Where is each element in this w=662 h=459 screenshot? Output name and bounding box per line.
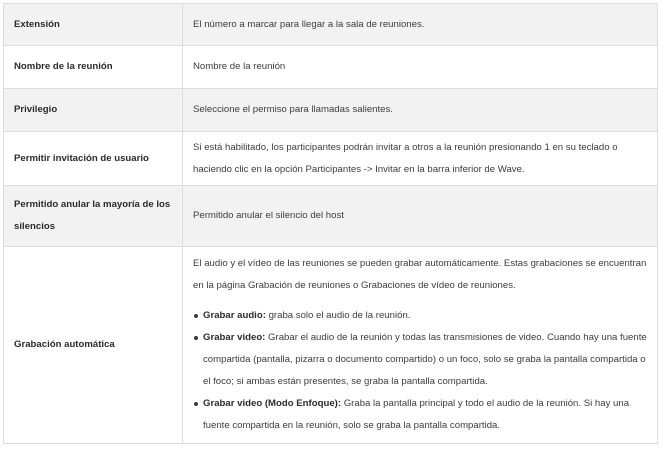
row-value-extension: El número a marcar para llegar a la sala de reuniones. (183, 4, 658, 46)
row-label-unmute: Permitido anular la mayoría de los silencios (4, 186, 183, 247)
row-value-meeting-name: Nombre de la reunión (183, 46, 658, 89)
row-value-privilege: Seleccione el permiso para llamadas salientes. (183, 89, 658, 132)
row-label-auto-recording: Grabación automática (4, 247, 183, 444)
auto-recording-intro: El audio y el vídeo de las reuniones se pueden grabar automáticamente. Estas grabaciones se encuentran en la página Grabación de reuniones o Grabaciones de vídeo de reuniones. (193, 258, 647, 291)
bullet-term: Grabar audio: (203, 310, 266, 321)
row-value-unmute: Permitido anular el silencio del host (183, 186, 658, 247)
recording-options-list (193, 305, 647, 437)
row-label-privilege: Privilegio (4, 89, 183, 132)
list-item-record-audio (193, 305, 647, 327)
table-row-extension (4, 4, 658, 46)
row-value-auto-recording (183, 247, 658, 444)
table-row-user-invite (4, 132, 658, 186)
table-row-meeting-name (4, 46, 658, 89)
table-row-auto-recording (4, 247, 658, 444)
bullet-term: Grabar video (Modo Enfoque): (203, 398, 342, 409)
settings-table-container (3, 3, 658, 444)
row-label-user-invite: Permitir invitación de usuario (4, 132, 183, 186)
table-row-unmute (4, 186, 658, 247)
bullet-term: Grabar video: (203, 332, 266, 343)
bullet-text: Graba la pantalla principal y todo el audio de la reunión. Si hay una fuente compartida en la reunión, solo se graba la pantalla compartida. (203, 398, 630, 431)
row-label-extension: Extensión (4, 4, 183, 46)
table-row-privilege (4, 89, 658, 132)
row-label-meeting-name: Nombre de la reunión (4, 46, 183, 89)
list-item-record-video (193, 327, 647, 393)
row-value-user-invite: Si está habilitado, los participantes podrán invitar a otros a la reunión presionando 1 en su teclado o haciendo clic en la opción Participantes -> Invitar en la barra inferior de Wave. (183, 132, 658, 186)
list-item-record-video-focus (193, 393, 647, 437)
settings-table (3, 3, 658, 444)
bullet-text: graba solo el audio de la reunión. (265, 310, 411, 321)
bullet-text: Grabar el audio de la reunión y todas las transmisiones de video. Cuando hay una fuente compartida (pantalla, pizarra o documento compartido) o un foco, solo se graba la pantalla compartida o el foco; si ambas están presentes, se graba la pantalla compartida. (203, 332, 647, 387)
